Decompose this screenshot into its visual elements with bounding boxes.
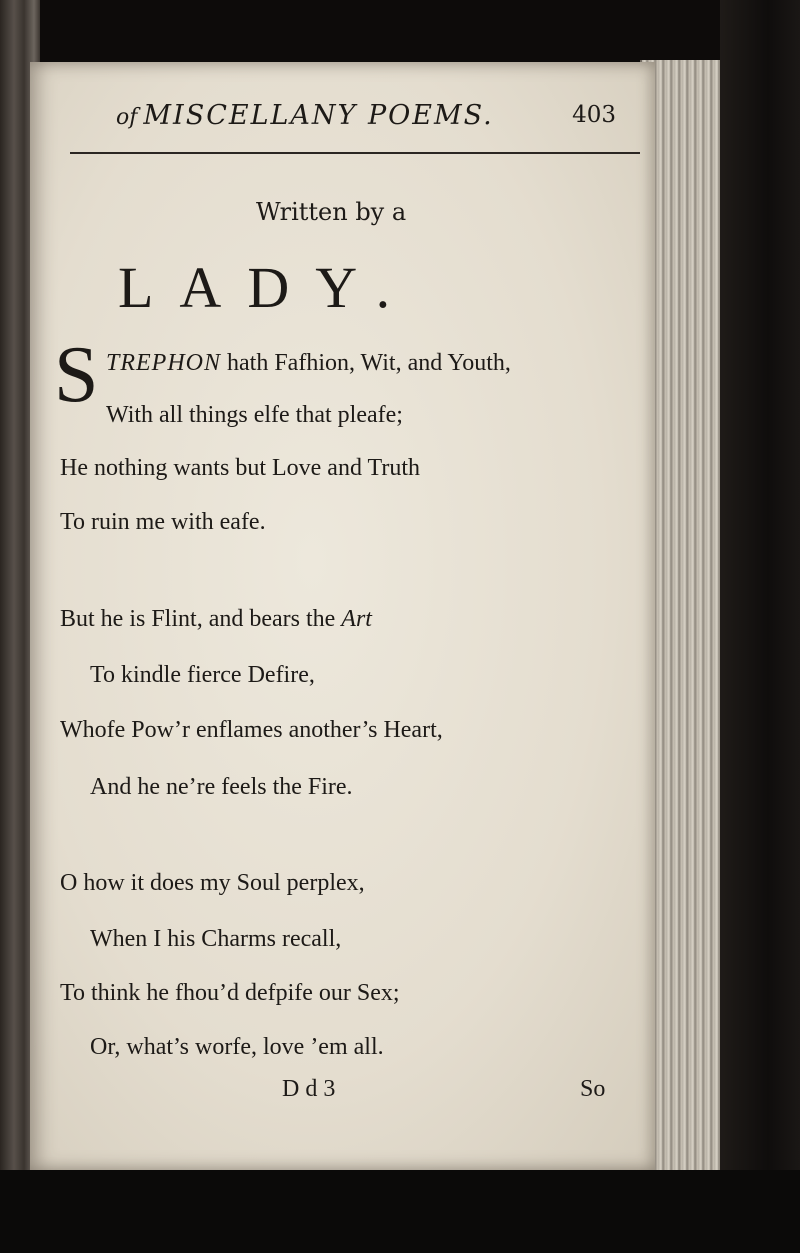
poem-heading: LADY.: [118, 255, 417, 320]
running-title-text: MISCELLANY POEMS.: [143, 100, 494, 131]
page-number: 403: [572, 102, 616, 128]
poem-line: With all things elfe that pleafe;: [106, 402, 403, 428]
poem-line: Whofe Pow’r enflames another’s Heart,: [60, 717, 443, 743]
poem-line: To think he fhou’d defpife our Sex;: [60, 980, 400, 1006]
byline: Written by a: [256, 198, 407, 226]
running-title: [116, 100, 494, 131]
poem-line: O how it does my Soul perplex,: [60, 870, 365, 896]
running-header: [106, 100, 646, 144]
poem-line: He nothing wants but Love and Truth: [60, 455, 420, 481]
poem-line: When I his Charms recall,: [90, 926, 342, 952]
poem-line: Or, what’s worfe, love ’em all.: [90, 1034, 384, 1060]
line-text: But he is Flint, and bears the: [60, 606, 342, 632]
poem-line: [60, 606, 372, 633]
background-bottom: [0, 1170, 800, 1253]
drop-cap: S: [54, 331, 99, 419]
poem-line: To ruin me with eafe.: [60, 509, 266, 535]
line-text: hath Fafhion, Wit, and Youth,: [221, 350, 511, 376]
book-cover-right: [720, 0, 800, 1253]
signature-mark: D d 3: [282, 1076, 336, 1102]
name-caps: TREPHON: [106, 350, 221, 376]
poem-line: To kindle fierce Defire,: [90, 662, 315, 688]
italic-word: Art: [341, 606, 372, 632]
poem-line: And he ne’re feels the Fire.: [90, 774, 353, 800]
book-page: [30, 62, 655, 1170]
poem-line: [106, 350, 511, 377]
header-rule: [70, 152, 640, 154]
catchword: So: [580, 1076, 606, 1102]
running-title-of: of: [116, 105, 138, 130]
